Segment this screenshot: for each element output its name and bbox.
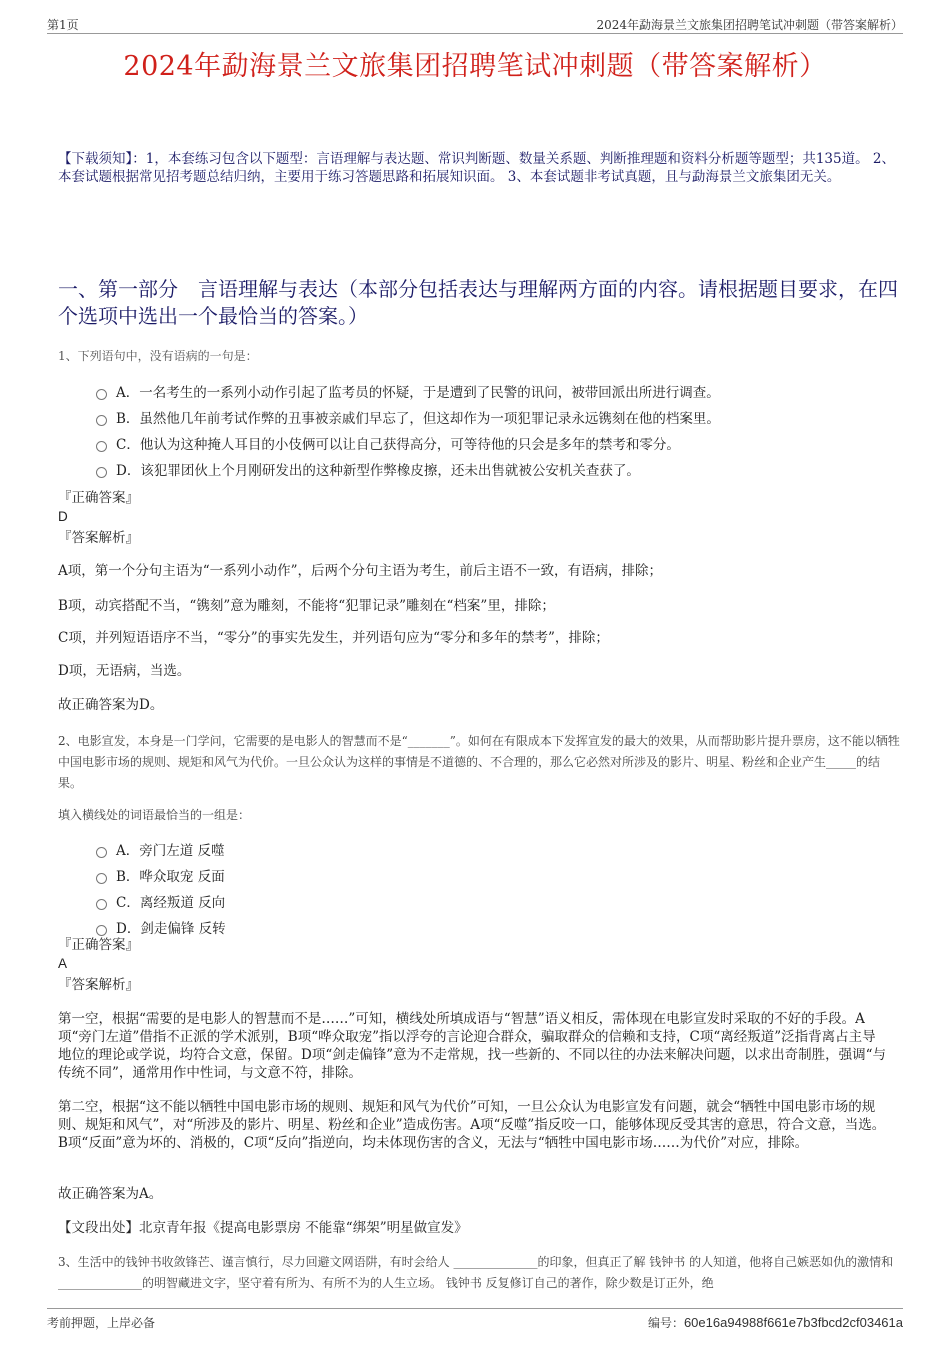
option-text: D．该犯罪团伙上个月刚研发出的这种新型作弊橡皮擦，还未出售就被公安机关查获了。: [116, 463, 640, 479]
download-notice: 【下载须知】：1，本套练习包含以下题型：言语理解与表达题、常识判断题、数量关系题、判断推理题和资料分析题等题型；共135道。 2、本套试题根据常见招考题总结归纳，主要用于练习答题思路和拓展知识面。 3、本套试题非考试真题，且与勐海景兰文旅集团无关。: [58, 151, 895, 185]
section-title: 一、第一部分 言语理解与表达（本部分包括表达与理解两方面的内容。请根据题目要求，在四个选项中选出一个最恰当的答案。）: [58, 277, 898, 328]
question-2-source: 【文段出处】北京青年报《提高电影票房 不能靠“绑架”明星做宣发》: [58, 1220, 468, 1236]
question-1-answer-label: 『正确答案』: [58, 490, 139, 506]
question-1-analysis-c: C项，并列短语语序不当，“零分”的事实先发生，并列语句应为“零分和多年的禁考”，排除；: [58, 630, 609, 646]
option-text: C．离经叛道 反向: [116, 895, 226, 911]
page-footer: [47, 1308, 903, 1331]
radio-icon[interactable]: [96, 415, 107, 426]
question-2-stem: 2、电影宣发，本身是一门学问，它需要的是电影人的智慧而不是“_______”。如何在有限成本下发挥宣发的最大的效果，从而帮助影片提升票房，这不能以牺牲中国电影市场的规则、规矩和风气为代价。一旦公众认为这样的事情是不道德的、不合理的，那么它必然对所涉及的影片、明星、粉丝和企业产生_____的结果。: [58, 734, 900, 790]
header-doc-title: 2024年勐海景兰文旅集团招聘笔试冲刺题（带答案解析）: [596, 18, 903, 32]
question-1-option-b[interactable]: [96, 409, 876, 429]
question-2-option-c[interactable]: [96, 893, 876, 913]
question-2-option-b[interactable]: [96, 867, 876, 887]
question-1-analysis-a: A项，第一个分句主语为“一系列小动作”，后两个分句主语为考生，前后主语不一致，有语病，排除；: [58, 563, 663, 579]
option-text: C．他认为这种掩人耳目的小伎俩可以让自己获得高分，可等待他的只会是多年的禁考和零分。: [116, 437, 680, 453]
option-text: A．旁门左道 反噬: [116, 843, 225, 859]
question-2-analysis-blank-1: 第一空，根据“需要的是电影人的智慧而不是……”可知，横线处所填成语与“智慧”语义相反，需体现在电影宣发时采取的不好的手段。A项“旁门左道”借指不正派的学术派别，B项“哗众取宠”指以浮夸的言论迎合群众，骗取群众的信赖和支持，C项“离经叛道”泛指背离占主导地位的理论或学说，均符合文意，保留。D项“剑走偏锋”意为不走常规，找一些新的、不同以往的办法来解决问题，以求出奇制胜，强调“与传统不同”，通常用作中性词，与文意不符，排除。: [58, 1011, 887, 1081]
option-text: A．一名考生的一系列小动作引起了监考员的怀疑，于是遭到了民警的讯问，被带回派出所进行调查。: [116, 385, 720, 401]
option-text: D．剑走偏锋 反转: [116, 921, 226, 937]
question-2-option-a[interactable]: [96, 841, 876, 861]
question-1-analysis-d: D项，无语病，当选。: [58, 663, 191, 679]
footer-code: [648, 1314, 903, 1331]
page-number: 第1页: [47, 18, 79, 32]
radio-icon[interactable]: [96, 873, 107, 884]
option-text: B．哗众取宠 反面: [116, 869, 225, 885]
question-2-analysis-blank-2: 第二空，根据“这不能以牺牲中国电影市场的规则、规矩和风气为代价”可知，一旦公众认为电影宣发有问题，就会“牺牲中国电影市场的规则、规矩和风气”，对“所涉及的影片、明星、粉丝和企业”造成伤害。A项“反噬”指反咬一口，能够体现反受其害的意思，符合文意，当选。B项“反面”意为坏的、消极的，C项“反向”指逆向，均未体现伤害的含义，无法与“牺牲中国电影市场……为代价”对应，排除。: [58, 1099, 886, 1151]
question-2-analysis-label: 『答案解析』: [58, 977, 139, 993]
option-text: B．虽然他几年前考试作弊的丑事被亲戚们早忘了，但这却作为一项犯罪记录永远镌刻在他的档案里。: [116, 411, 720, 427]
radio-icon[interactable]: [96, 389, 107, 400]
footer-slogan: 考前押题，上岸必备: [47, 1316, 156, 1330]
question-1-option-d[interactable]: [96, 461, 876, 481]
question-2-answer: A: [58, 956, 68, 971]
question-2-prompt: 填入横线处的词语最恰当的一组是：: [58, 808, 251, 822]
question-1-answer: D: [58, 509, 68, 524]
question-2-option-d[interactable]: [96, 919, 876, 939]
document-title: 2024年勐海景兰文旅集团招聘笔试冲刺题（带答案解析）: [123, 51, 827, 82]
footer-code-value: 60e16a94988f661e7b3fbcd2cf03461a: [683, 1315, 903, 1330]
question-3-stem: 3、生活中的钱钟书收敛锋芒、谨言慎行，尽力回避文网语阱，有时会给人 ______________的印象，但真正了解 钱钟书 的人知道，他将自己嫉恶如仇的激情和 ______________的明智藏进文字，坚守着有所为、有所不为的人生立场。 钱钟书 反复修订自己的著作，除少数是订正外，绝: [58, 1255, 894, 1290]
page-header: [47, 15, 903, 34]
footer-code-label: 编号：: [647, 1316, 684, 1330]
radio-icon[interactable]: [96, 467, 107, 478]
question-1-stem: 1、下列语句中，没有语病的一句是：: [58, 349, 258, 363]
question-1-analysis-b: B项，动宾搭配不当，“镌刻”意为雕刻，不能将“犯罪记录”雕刻在“档案”里，排除；: [58, 598, 555, 614]
question-2-conclusion: 故正确答案为A。: [58, 1186, 163, 1202]
radio-icon[interactable]: [96, 441, 107, 452]
question-1-option-a[interactable]: [96, 383, 876, 403]
question-1-analysis-label: 『答案解析』: [58, 530, 139, 546]
question-1-option-c[interactable]: [96, 435, 876, 455]
question-1-conclusion: 故正确答案为D。: [58, 697, 164, 713]
question-2-answer-label: 『正确答案』: [58, 937, 139, 953]
radio-icon[interactable]: [96, 899, 107, 910]
radio-icon[interactable]: [96, 847, 107, 858]
